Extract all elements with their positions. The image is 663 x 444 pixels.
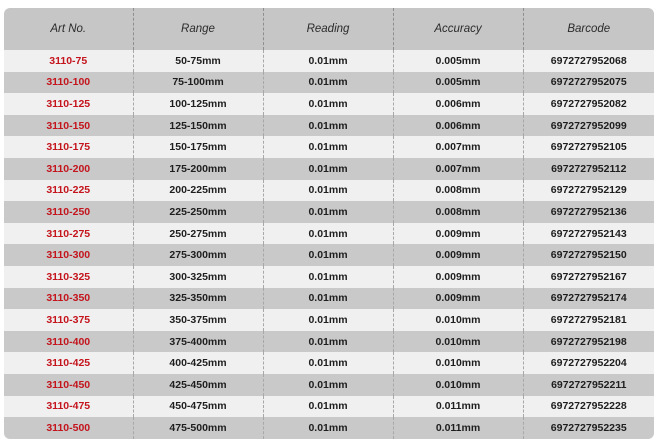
barcode-cell: 6972727952082 [523, 93, 654, 115]
accuracy-cell: 0.009mm [393, 266, 523, 288]
accuracy-cell: 0.009mm [393, 223, 523, 245]
range-cell: 450-475mm [133, 396, 263, 418]
art-no-cell: 3110-275 [4, 223, 133, 245]
art-no-cell: 3110-200 [4, 158, 133, 180]
accuracy-cell: 0.007mm [393, 158, 523, 180]
reading-cell: 0.01mm [263, 417, 393, 439]
barcode-cell: 6972727952112 [523, 158, 654, 180]
range-cell: 300-325mm [133, 266, 263, 288]
range-cell: 275-300mm [133, 244, 263, 266]
art-no-cell: 3110-400 [4, 331, 133, 353]
table-row [4, 352, 654, 374]
reading-cell: 0.01mm [263, 266, 393, 288]
range-cell: 375-400mm [133, 331, 263, 353]
reading-cell: 0.01mm [263, 158, 393, 180]
barcode-cell: 6972727952211 [523, 374, 654, 396]
accuracy-cell: 0.010mm [393, 331, 523, 353]
table-row [4, 309, 654, 331]
range-cell: 150-175mm [133, 136, 263, 158]
header-accuracy: Accuracy [393, 8, 523, 50]
art-no-cell: 3110-425 [4, 352, 133, 374]
reading-cell: 0.01mm [263, 136, 393, 158]
range-cell: 400-425mm [133, 352, 263, 374]
reading-cell: 0.01mm [263, 309, 393, 331]
range-cell: 50-75mm [133, 50, 263, 72]
art-no-cell: 3110-350 [4, 288, 133, 310]
art-no-cell: 3110-500 [4, 417, 133, 439]
range-cell: 100-125mm [133, 93, 263, 115]
reading-cell: 0.01mm [263, 180, 393, 202]
range-cell: 175-200mm [133, 158, 263, 180]
table-row [4, 374, 654, 396]
accuracy-cell: 0.010mm [393, 352, 523, 374]
accuracy-cell: 0.011mm [393, 417, 523, 439]
accuracy-cell: 0.006mm [393, 93, 523, 115]
barcode-cell: 6972727952235 [523, 417, 654, 439]
table-row [4, 223, 654, 245]
barcode-cell: 6972727952167 [523, 266, 654, 288]
barcode-cell: 6972727952204 [523, 352, 654, 374]
art-no-cell: 3110-250 [4, 201, 133, 223]
barcode-cell: 6972727952136 [523, 201, 654, 223]
header-art-no: Art No. [4, 8, 133, 50]
reading-cell: 0.01mm [263, 352, 393, 374]
art-no-cell: 3110-100 [4, 72, 133, 94]
art-no-cell: 3110-175 [4, 136, 133, 158]
table-row [4, 136, 654, 158]
barcode-cell: 6972727952143 [523, 223, 654, 245]
spec-table [4, 8, 654, 439]
accuracy-cell: 0.009mm [393, 244, 523, 266]
range-cell: 250-275mm [133, 223, 263, 245]
table-row [4, 396, 654, 418]
accuracy-cell: 0.007mm [393, 136, 523, 158]
header-range: Range [133, 8, 263, 50]
range-cell: 225-250mm [133, 201, 263, 223]
reading-cell: 0.01mm [263, 331, 393, 353]
barcode-cell: 6972727952228 [523, 396, 654, 418]
art-no-cell: 3110-475 [4, 396, 133, 418]
barcode-cell: 6972727952174 [523, 288, 654, 310]
table-row [4, 72, 654, 94]
barcode-cell: 6972727952181 [523, 309, 654, 331]
table-row [4, 201, 654, 223]
range-cell: 325-350mm [133, 288, 263, 310]
range-cell: 350-375mm [133, 309, 263, 331]
table-row [4, 417, 654, 439]
art-no-cell: 3110-150 [4, 115, 133, 137]
reading-cell: 0.01mm [263, 50, 393, 72]
header-reading: Reading [263, 8, 393, 50]
art-no-cell: 3110-125 [4, 93, 133, 115]
barcode-cell: 6972727952099 [523, 115, 654, 137]
table-row [4, 244, 654, 266]
accuracy-cell: 0.010mm [393, 309, 523, 331]
range-cell: 200-225mm [133, 180, 263, 202]
table-row [4, 50, 654, 72]
table-row [4, 331, 654, 353]
accuracy-cell: 0.005mm [393, 50, 523, 72]
table-row [4, 266, 654, 288]
accuracy-cell: 0.008mm [393, 180, 523, 202]
range-cell: 125-150mm [133, 115, 263, 137]
header-barcode: Barcode [523, 8, 654, 50]
art-no-cell: 3110-325 [4, 266, 133, 288]
barcode-cell: 6972727952129 [523, 180, 654, 202]
reading-cell: 0.01mm [263, 223, 393, 245]
barcode-cell: 6972727952075 [523, 72, 654, 94]
barcode-cell: 6972727952105 [523, 136, 654, 158]
header-row [4, 8, 654, 50]
art-no-cell: 3110-300 [4, 244, 133, 266]
reading-cell: 0.01mm [263, 288, 393, 310]
table-header [4, 8, 654, 50]
reading-cell: 0.01mm [263, 115, 393, 137]
barcode-cell: 6972727952068 [523, 50, 654, 72]
reading-cell: 0.01mm [263, 396, 393, 418]
reading-cell: 0.01mm [263, 374, 393, 396]
barcode-cell: 6972727952198 [523, 331, 654, 353]
accuracy-cell: 0.006mm [393, 115, 523, 137]
art-no-cell: 3110-225 [4, 180, 133, 202]
art-no-cell: 3110-75 [4, 50, 133, 72]
reading-cell: 0.01mm [263, 72, 393, 94]
table-row [4, 115, 654, 137]
reading-cell: 0.01mm [263, 201, 393, 223]
table-row [4, 93, 654, 115]
accuracy-cell: 0.010mm [393, 374, 523, 396]
art-no-cell: 3110-450 [4, 374, 133, 396]
spec-table-container [4, 8, 654, 439]
barcode-cell: 6972727952150 [523, 244, 654, 266]
accuracy-cell: 0.008mm [393, 201, 523, 223]
table-row [4, 180, 654, 202]
table-row [4, 158, 654, 180]
range-cell: 425-450mm [133, 374, 263, 396]
table-body [4, 50, 654, 439]
accuracy-cell: 0.009mm [393, 288, 523, 310]
reading-cell: 0.01mm [263, 244, 393, 266]
range-cell: 475-500mm [133, 417, 263, 439]
accuracy-cell: 0.005mm [393, 72, 523, 94]
accuracy-cell: 0.011mm [393, 396, 523, 418]
reading-cell: 0.01mm [263, 93, 393, 115]
table-row [4, 288, 654, 310]
range-cell: 75-100mm [133, 72, 263, 94]
art-no-cell: 3110-375 [4, 309, 133, 331]
